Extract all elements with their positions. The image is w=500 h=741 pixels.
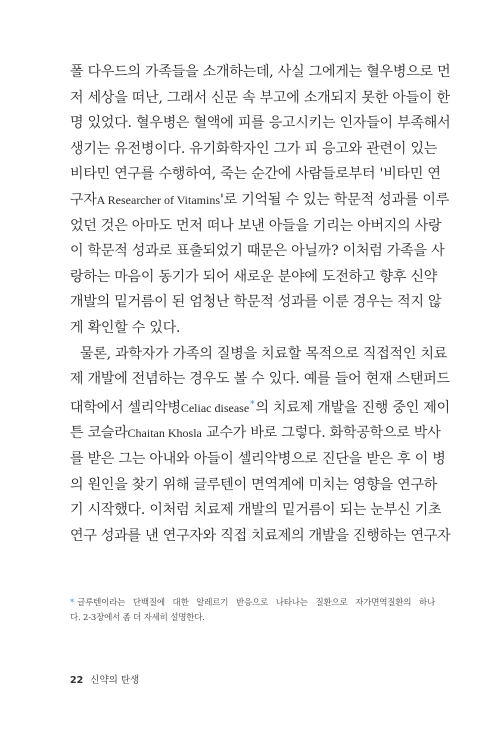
english-term: A Researcher of Vitamins — [96, 192, 221, 207]
text-segment: 의 치료제 개발을 진행 중인 제이 — [255, 399, 450, 416]
footnote-text: 글루텐이라는 단백질에 대한 알레르기 반응으로 나타나는 질환으로 자가면역질환의 하나 — [77, 598, 435, 608]
footnote — [70, 596, 435, 626]
footnote-marker: * — [70, 598, 75, 608]
text-line: 생기는 유전병이다. 유기화학자인 그가 피 응고와 관련이 있는 — [70, 140, 438, 157]
footnote-line: 다. 2-3장에서 좀 더 자세히 설명한다. — [70, 613, 205, 623]
text-line: 제 개발에 전념하는 경우도 볼 수 있다. 예를 들어 현재 스탠퍼드 — [70, 371, 450, 388]
page-number: 22 — [70, 675, 84, 686]
text-line: 었던 것은 아마도 먼저 떠나 보낸 아들을 기리는 아버지의 사랑 — [70, 217, 442, 234]
footnote-marker: * — [250, 399, 255, 410]
text-line: 명 있었다. 혈우병은 혈액에 피를 응고시키는 인자들이 부족해서 — [70, 115, 451, 132]
page-footer — [70, 672, 139, 686]
text-line: 개발의 밑거름이 된 엄청난 학문적 성과를 이룬 경우는 적지 않 — [70, 294, 442, 311]
text-line: 연구 성과를 낸 연구자와 직접 치료제의 개발을 진행하는 연구자 — [70, 527, 451, 544]
text-line — [70, 421, 441, 447]
text-line: 를 받은 그는 아내와 아들이 셀리악병으로 진단을 받은 후 이 병 — [70, 450, 446, 467]
text-line: 폴 다우드의 가족들을 소개하는데, 사실 그에게는 혈우병으로 먼 — [70, 64, 451, 80]
text-segment: 교수가 바로 그렇다. 화학공학으로 박사 — [201, 425, 441, 442]
text-line: 게 확인할 수 있다. — [70, 319, 181, 336]
text-line: 기 시작했다. 이처럼 치료제 개발의 밑거름이 되는 눈부신 기초 — [70, 502, 442, 519]
text-line — [70, 393, 450, 422]
text-segment: 구자 — [70, 191, 97, 208]
text-line: 물론, 과학자가 가족의 질병을 치료할 목적으로 직접적인 치료 — [80, 345, 448, 362]
text-line: 의 원인을 찾기 위해 글루텐이 면역계에 미치는 영향을 연구하 — [70, 476, 438, 493]
text-line: 랑하는 마음이 동기가 되어 새로운 분야에 도전하고 향후 신약 — [70, 268, 438, 285]
body-text — [70, 60, 451, 549]
text-segment: '로 기억될 수 있는 학문적 성과를 이루 — [220, 191, 450, 208]
text-line: 저 세상을 떠난, 그래서 신문 속 부고에 소개되지 못한 아들이 한 — [70, 89, 450, 106]
running-title: 신약의 탄생 — [90, 675, 140, 686]
text-line — [70, 188, 450, 214]
english-term: Celiac disease — [180, 400, 250, 415]
text-segment: 튼 코슬라 — [70, 425, 128, 442]
footnote-line — [70, 596, 435, 611]
text-line: 비타민 연구를 수행하여, 죽는 순간에 사람들로부터 '비타민 연 — [70, 166, 441, 183]
english-term: Chaitan Khosla — [127, 426, 202, 441]
text-line: 이 학문적 성과로 표출되었기 때문은 아닐까? 이처럼 가족을 사 — [70, 243, 445, 260]
text-segment: 대학에서 셀리악병 — [70, 399, 181, 416]
